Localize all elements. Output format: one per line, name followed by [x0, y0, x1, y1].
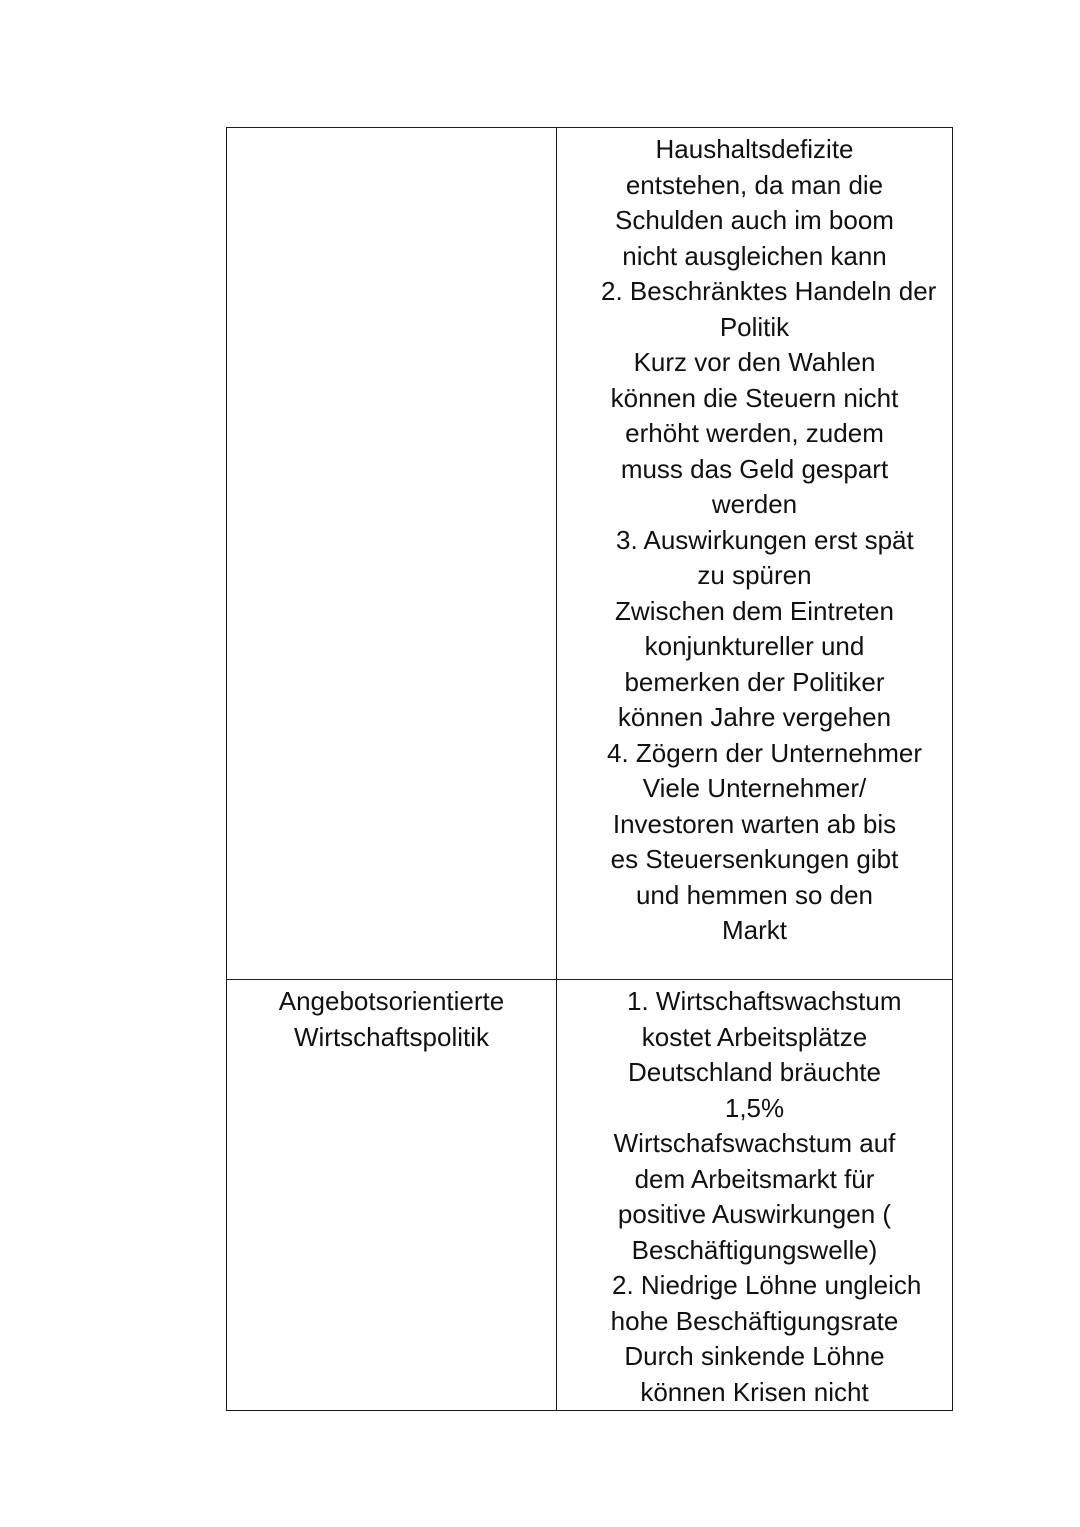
- content-line: 1,5%: [724, 1092, 785, 1123]
- row-label: [227, 980, 556, 1055]
- table-row: [227, 128, 953, 980]
- content-line: Beschäftigungswelle): [631, 1234, 878, 1265]
- content-line: positive Auswirkungen (: [617, 1199, 892, 1229]
- content-line: es Steuersenkungen gibt: [610, 844, 899, 874]
- content-line: nicht ausgleichen kann: [622, 240, 887, 271]
- content-line: Wirtschafswachstum auf: [613, 1128, 896, 1158]
- content-line: Viele Unternehmer/: [642, 773, 867, 803]
- content-line: Investoren warten ab bis: [612, 808, 897, 839]
- content-line: bemerken der Politiker: [624, 666, 885, 697]
- label-line: Wirtschaftspolitik: [293, 1021, 490, 1052]
- table-cell-label: [227, 128, 557, 980]
- content-line: hohe Beschäftigungsrate: [610, 1305, 899, 1336]
- table-row: [227, 980, 953, 1411]
- numbered-item-heading: 2. Niedrige Löhne ungleich: [612, 1270, 922, 1300]
- content-line: konjunktureller und: [644, 631, 865, 661]
- content-line: können Krisen nicht: [640, 1376, 869, 1407]
- content-line: dem Arbeitsmarkt für: [634, 1163, 875, 1194]
- numbered-item-heading: 4. Zögern der Unternehmer: [607, 737, 923, 768]
- content-line: muss das Geld gespart: [620, 453, 889, 484]
- content-line: zu spüren: [697, 560, 812, 590]
- numbered-item-heading: 3. Auswirkungen erst spät: [616, 524, 914, 555]
- content-line: Markt: [722, 915, 787, 945]
- content-line: kostet Arbeitsplätze: [641, 1021, 868, 1052]
- content-line: werden: [711, 489, 798, 519]
- content-line: Schulden auch im boom: [615, 205, 894, 235]
- content-line: Kurz vor den Wahlen: [633, 347, 876, 377]
- content-line: Zwischen dem Eintreten: [615, 595, 894, 626]
- content-line: Haushaltsdefizite: [655, 134, 854, 164]
- content-line: erhöht werden, zudem: [625, 418, 884, 448]
- content-line: Deutschland bräuchte: [628, 1057, 881, 1087]
- table-cell-label: [227, 980, 557, 1411]
- comparison-table: [226, 127, 953, 1411]
- content-line: Durch sinkende Löhne: [624, 1341, 885, 1371]
- content-line: Politik: [719, 311, 790, 342]
- row-content: [557, 980, 952, 1410]
- row-label: [227, 128, 556, 132]
- content-line: können Jahre vergehen: [617, 702, 892, 732]
- content-line: entstehen, da man die: [625, 169, 884, 200]
- numbered-item-heading: 2. Beschränktes Handeln der: [601, 276, 937, 306]
- label-line: Angebotsorientierte: [278, 986, 505, 1016]
- numbered-item-heading: 1. Wirtschaftswachstum: [627, 986, 902, 1016]
- content-line: können die Steuern nicht: [610, 382, 899, 413]
- table-cell-content: [557, 980, 953, 1411]
- content-line: und hemmen so den: [635, 879, 874, 910]
- row-content: [557, 128, 952, 949]
- table-cell-content: [557, 128, 953, 980]
